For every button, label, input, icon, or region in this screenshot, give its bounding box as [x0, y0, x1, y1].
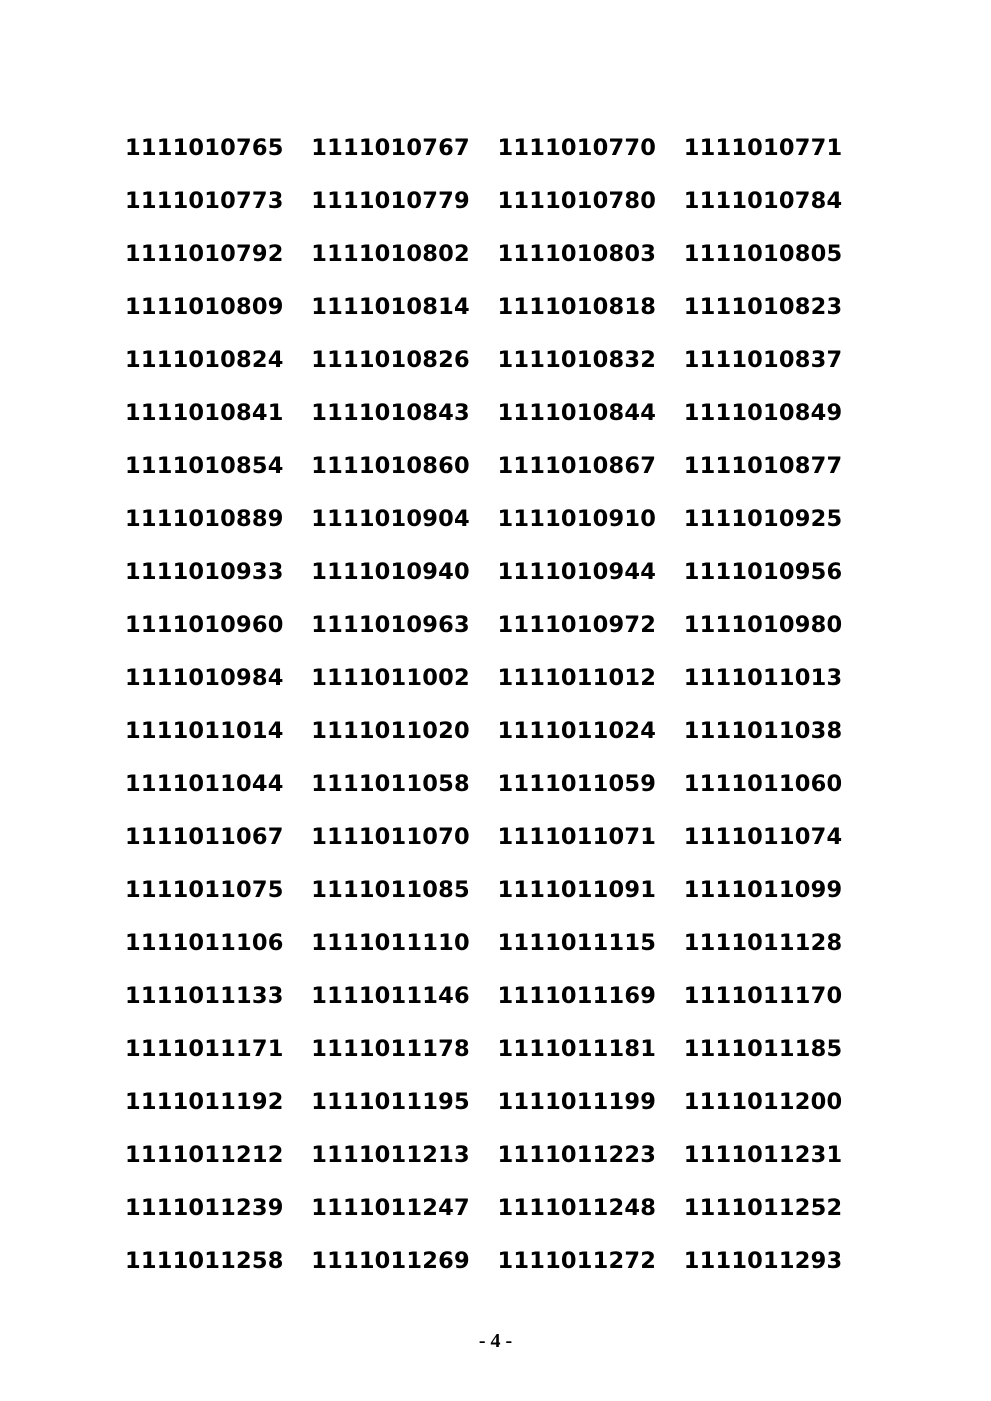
roll-number: 1111010824: [125, 347, 284, 373]
roll-number: 1111010960: [125, 612, 284, 638]
roll-number: 1111011133: [125, 983, 284, 1009]
roll-number: 1111011213: [311, 1142, 470, 1168]
roll-number: 1111011067: [125, 824, 284, 850]
roll-number: 1111011074: [683, 824, 843, 850]
roll-number: 1111010877: [683, 453, 843, 479]
roll-number: 1111011002: [311, 665, 470, 691]
roll-number: 1111010854: [125, 453, 284, 479]
roll-number-grid: [125, 132, 870, 1278]
roll-number: 1111010809: [125, 294, 284, 320]
roll-number: 1111010849: [683, 400, 843, 426]
roll-number: 1111011170: [683, 983, 843, 1009]
roll-number: 1111010933: [125, 559, 284, 585]
roll-number: 1111011231: [683, 1142, 843, 1168]
roll-number: 1111011293: [683, 1248, 843, 1274]
roll-number: 1111010984: [125, 665, 284, 691]
roll-number: 1111011020: [311, 718, 470, 744]
roll-number: 1111010780: [497, 188, 657, 214]
roll-number: 1111011110: [311, 930, 470, 956]
roll-number: 1111010925: [683, 506, 843, 532]
roll-number: 1111011091: [497, 877, 657, 903]
roll-number: 1111010972: [497, 612, 657, 638]
roll-number: 1111011171: [125, 1036, 284, 1062]
roll-number: 1111011200: [683, 1089, 843, 1115]
roll-number: 1111010805: [683, 241, 843, 267]
roll-number: 1111010826: [311, 347, 470, 373]
roll-number: 1111011128: [683, 930, 843, 956]
roll-number: 1111011192: [125, 1089, 284, 1115]
roll-number: 1111010963: [311, 612, 470, 638]
roll-number: 1111011169: [497, 983, 657, 1009]
roll-number: 1111010837: [683, 347, 843, 373]
roll-number: 1111010773: [125, 188, 284, 214]
roll-number: 1111011247: [311, 1195, 470, 1221]
roll-number: 1111010843: [311, 400, 470, 426]
roll-number: 1111010802: [311, 241, 470, 267]
roll-number: 1111011185: [683, 1036, 843, 1062]
roll-number: 1111011070: [311, 824, 470, 850]
roll-number: 1111011252: [683, 1195, 843, 1221]
roll-number: 1111010910: [497, 506, 657, 532]
roll-number: 1111011272: [497, 1248, 657, 1274]
roll-number: 1111011038: [683, 718, 843, 744]
roll-number: 1111011012: [497, 665, 657, 691]
roll-number: 1111011071: [497, 824, 657, 850]
roll-number: 1111010832: [497, 347, 657, 373]
roll-number: 1111010841: [125, 400, 284, 426]
roll-number: 1111010860: [311, 453, 470, 479]
roll-number: 1111011058: [311, 771, 470, 797]
roll-number: 1111010940: [311, 559, 470, 585]
roll-number: 1111010779: [311, 188, 470, 214]
roll-number: 1111011181: [497, 1036, 657, 1062]
roll-number: 1111011059: [497, 771, 657, 797]
page-number-footer: - 4 -: [478, 1330, 513, 1352]
roll-number: 1111011258: [125, 1248, 284, 1274]
roll-number: 1111011013: [683, 665, 843, 691]
roll-number: 1111011060: [683, 771, 843, 797]
roll-number: 1111011085: [311, 877, 470, 903]
roll-number: 1111010867: [497, 453, 657, 479]
roll-number: 1111011248: [497, 1195, 657, 1221]
roll-number: 1111010889: [125, 506, 284, 532]
roll-number: 1111010818: [497, 294, 657, 320]
roll-number: 1111010956: [683, 559, 843, 585]
roll-number: 1111010823: [683, 294, 843, 320]
roll-number: 1111011075: [125, 877, 284, 903]
roll-number: 1111010904: [311, 506, 470, 532]
roll-number: 1111010770: [497, 135, 657, 161]
roll-number: 1111011024: [497, 718, 657, 744]
roll-number: 1111010792: [125, 241, 284, 267]
roll-number: 1111011269: [311, 1248, 470, 1274]
roll-number: 1111010814: [311, 294, 470, 320]
roll-number: 1111010803: [497, 241, 657, 267]
roll-number: 1111011099: [683, 877, 843, 903]
roll-number: 1111010844: [497, 400, 657, 426]
roll-number: 1111010771: [683, 135, 843, 161]
roll-number: 1111010944: [497, 559, 657, 585]
roll-number: 1111011199: [497, 1089, 657, 1115]
roll-number: 1111011239: [125, 1195, 284, 1221]
roll-number: 1111011195: [311, 1089, 470, 1115]
roll-number: 1111010767: [311, 135, 470, 161]
roll-number: 1111010765: [125, 135, 284, 161]
roll-number: 1111010980: [683, 612, 843, 638]
roll-number: 1111011146: [311, 983, 470, 1009]
roll-number: 1111011115: [497, 930, 657, 956]
roll-number: 1111011212: [125, 1142, 284, 1168]
roll-number: 1111011014: [125, 718, 284, 744]
roll-number: 1111010784: [683, 188, 843, 214]
roll-number: 1111011044: [125, 771, 284, 797]
roll-number: 1111011178: [311, 1036, 470, 1062]
roll-number: 1111011106: [125, 930, 284, 956]
roll-number: 1111011223: [497, 1142, 657, 1168]
